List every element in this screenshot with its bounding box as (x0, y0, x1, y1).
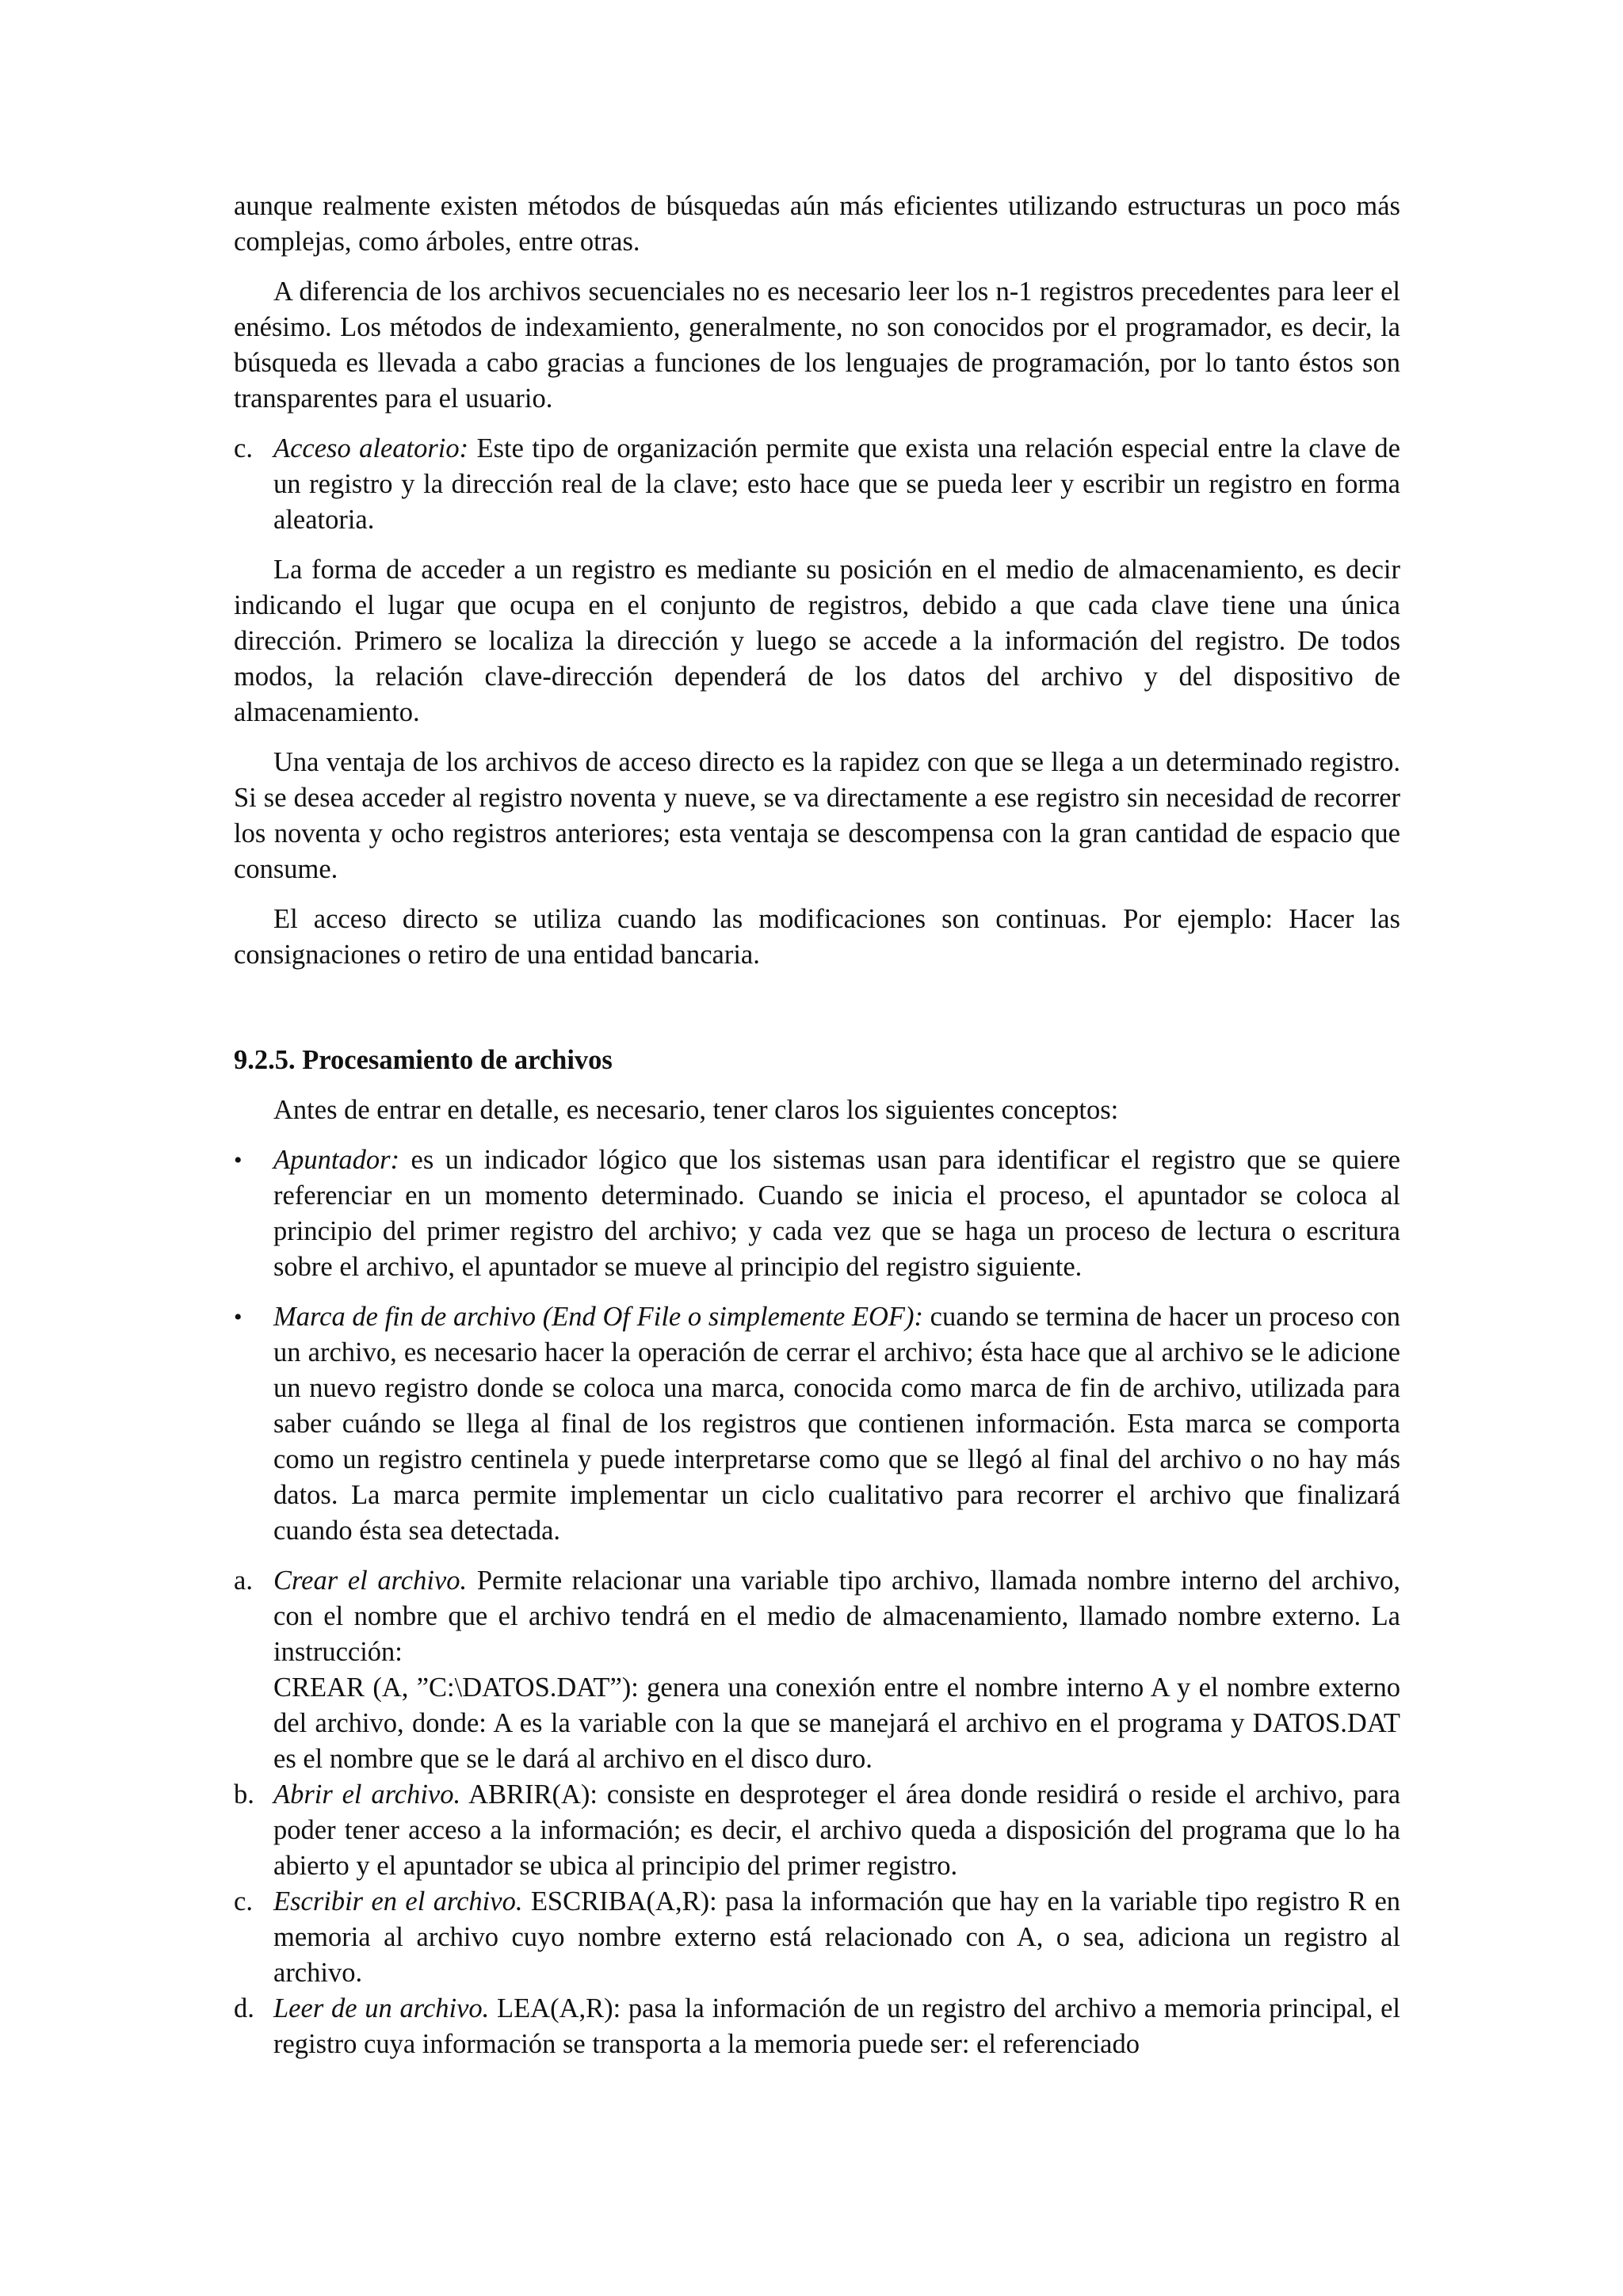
term-create: Crear el archivo. (273, 1566, 468, 1596)
read-text: LEA(A,R): pasa la información de un registro del archivo a memoria principal, el registro cuya información se transporta a la memoria puede ser: el referenciado (273, 1993, 1400, 2059)
operation-write (234, 1884, 1400, 1991)
list-marker: b. (234, 1779, 254, 1810)
paragraph-advantage: Una ventaja de los archivos de acceso directo es la rapidez con que se llega a un determinado registro. Si se desea acceder al registro noventa y nueve, se va directamente a ese registro sin necesidad de recorrer los noventa y ocho registros anteriores; esta ventaja se descompensa con la gran cantidad de espacio que consume. (234, 747, 1400, 884)
bullet-item-eof (234, 1299, 1400, 1549)
term-write: Escribir en el archivo. (273, 1886, 523, 1917)
random-access-text: Este tipo de organización permite que exista una relación especial entre la clave de un registro y la dirección real de la clave; esto hace que se pueda leer y escribir un registro en forma aleatoria. (273, 433, 1400, 535)
term-random-access: Acceso aleatorio: (273, 433, 469, 463)
list-item-random-access (234, 431, 1400, 538)
list-marker: d. (234, 1993, 254, 2023)
bullet-icon: • (234, 1304, 242, 1330)
operation-read (234, 1991, 1400, 2062)
create-instruction-text: CREAR (A, ”C:\DATOS.DAT”): genera una conexión entre el nombre interno A y el nombre externo del archivo, donde: A es la variable con la que se manejará el archivo en el programa y DATOS.DAT es el nombre que se le dará al archivo en el disco duro. (273, 1672, 1400, 1774)
write-text: ESCRIBA(A,R): pasa la información que hay en la variable tipo registro R en memoria al archivo cuyo nombre externo está relacionado con A, o sea, adiciona un registro al archivo. (273, 1886, 1401, 1988)
paragraph-indexed-access: A diferencia de los archivos secuenciales no es necesario leer los n-1 registros precedentes para leer el enésimo. Los métodos de indexamiento, generalmente, no son conocidos por el programador, es decir, la búsqueda es llevada a cabo gracias a funciones de los lenguajes de programación, por lo tanto éstos son transparentes para el usuario. (234, 277, 1400, 414)
pointer-text: es un indicador lógico que los sistemas usan para identificar el registro que se quiere referenciar en un momento determinado. Cuando se inicia el proceso, el apuntador se coloca al principio del primer registro del archivo; y cada vez que se haga un proceso de lectura o escritura sobre el archivo, el apuntador se mueve al principio del registro siguiente. (273, 1145, 1400, 1282)
list-marker: c. (234, 1886, 253, 1917)
list-marker: a. (234, 1566, 253, 1596)
term-pointer: Apuntador: (273, 1145, 400, 1175)
term-read: Leer de un archivo. (273, 1993, 490, 2023)
section-intro: Antes de entrar en detalle, es necesario, tener claros los siguientes conceptos: (273, 1095, 1119, 1125)
operation-create (234, 1563, 1400, 1777)
list-marker: c. (234, 433, 253, 463)
paragraph-direct-use: El acceso directo se utiliza cuando las modificaciones son continuas. Por ejemplo: Hacer las consignaciones o retiro de una entidad bancaria. (234, 904, 1400, 970)
operation-open (234, 1777, 1400, 1884)
term-open: Abrir el archivo. (273, 1779, 461, 1810)
eof-text: cuando se termina de hacer un proceso con un archivo, es necesario hacer la operación de cerrar el archivo; ésta hace que al archivo se le adicione un nuevo registro donde se coloca una marca, conocida como marca de fin de archivo, utilizada para saber cuándo se llega al final de los registros que contienen información. Esta marca se comporta como un registro centinela y puede interpretarse como que se llegó al final del archivo o no hay más datos. La marca permite implementar un ciclo cualitativo para recorrer el archivo que finalizará cuando ésta sea detectada. (273, 1302, 1401, 1546)
intro-continuation: aunque realmente existen métodos de búsquedas aún más eficientes utilizando estructuras un poco más complejas, como árboles, entre otras. (234, 191, 1400, 257)
section-heading: 9.2.5. Procesamiento de archivos (234, 1045, 613, 1075)
bullet-item-pointer (234, 1142, 1400, 1285)
open-text: ABRIR(A): consiste en desproteger el área donde residirá o reside el archivo, para poder tener acceso a la información; es decir, el archivo queda a disposición del programa que lo ha abierto y el apuntador se ubica al principio del primer registro. (273, 1779, 1401, 1881)
paragraph-access-form: La forma de acceder a un registro es mediante su posición en el medio de almacenamiento, es decir indicando el lugar que ocupa en el conjunto de registros, debido a que cada clave tiene una única dirección. Primero se localiza la dirección y luego se accede a la información del registro. De todos modos, la relación clave-dirección dependerá de los datos del archivo y del dispositivo de almacenamiento. (234, 555, 1400, 727)
create-text: Permite relacionar una variable tipo archivo, llamada nombre interno del archivo, con el nombre que el archivo tendrá en el medio de almacenamiento, llamado nombre externo. La instrucción: (273, 1566, 1400, 1667)
document-page (234, 189, 1400, 2062)
bullet-icon: • (234, 1147, 242, 1173)
term-eof: Marca de fin de archivo (End Of File o simplemente EOF): (273, 1302, 923, 1332)
